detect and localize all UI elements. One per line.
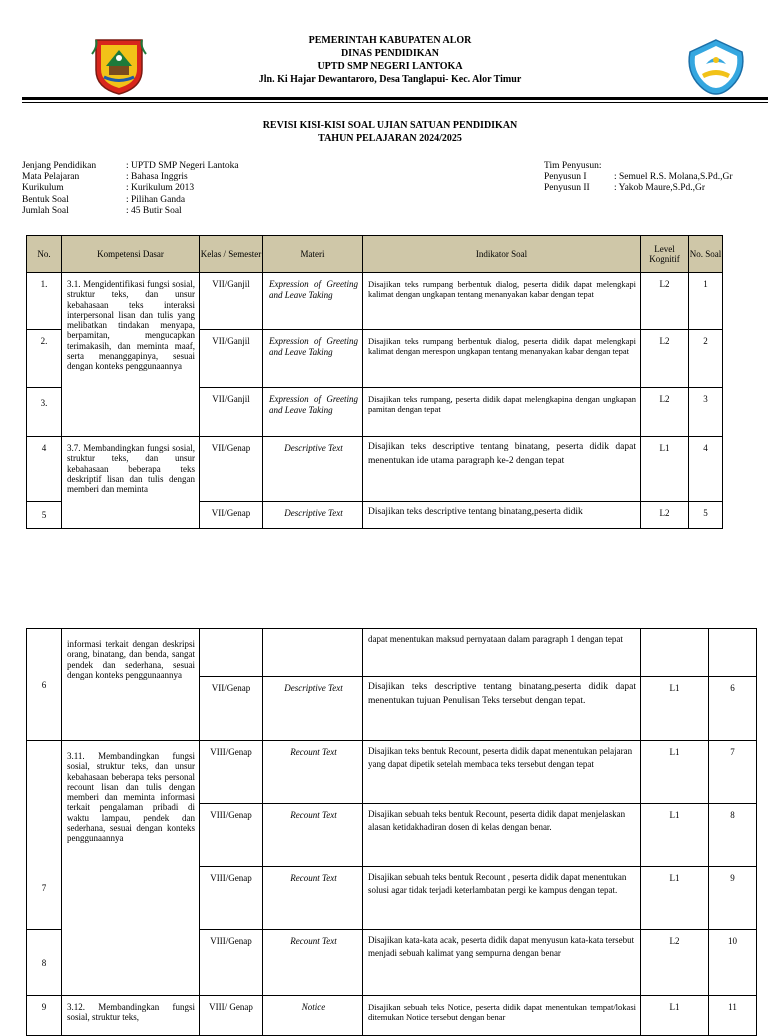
meta-row <box>22 161 239 172</box>
row-no: 9 <box>27 996 62 1036</box>
letterhead-rule-thin <box>22 102 768 103</box>
row-no-soal: 7 <box>709 741 757 804</box>
letterhead-line-1: PEMERINTAH KABUPATEN ALOR <box>308 35 472 46</box>
header-no: No. <box>27 236 62 273</box>
row-materi: Expression of Greeting and Leave Taking <box>263 330 363 388</box>
row-no-soal: 8 <box>709 804 757 867</box>
row-kelas: VIII/Genap <box>200 804 263 867</box>
table-row <box>27 273 723 330</box>
empty-cell <box>200 629 263 677</box>
meta-label: Bentuk Soal <box>22 194 69 205</box>
alor-regency-emblem-icon <box>88 36 150 96</box>
row-indikator: Disajikan teks rumpang, peserta didik dapat melengkapina dengan ungkapan pamitan dengan tepat <box>363 388 641 437</box>
row-materi: Descriptive Text <box>263 502 363 529</box>
row-materi: Recount Text <box>263 741 363 804</box>
row-kelas: VII/Genap <box>200 502 263 529</box>
row-no-soal: 11 <box>709 996 757 1036</box>
row-indikator: Disajikan teks descriptive tentang binatang, peserta didik dapat menentukan ide utama paragraph ke-2 dengan tepat <box>363 437 641 502</box>
table-row <box>27 996 757 1036</box>
row-level: L1 <box>641 677 709 741</box>
row-indikator: Disajikan sebuah teks bentuk Recount , peserta didik dapat menentukan solusi agar tidak terjadi keterlambatan pergi ke kampus dengan tepat. <box>363 867 641 930</box>
kisi-kisi-table-page-1 <box>26 235 723 529</box>
row-indikator: Disajikan teks descriptive tentang binatang,peserta didik dapat menentukan tujuan Penulisan Teks tersebut dengan tepat. <box>363 677 641 741</box>
header-kompetensi-dasar: Kompetensi Dasar <box>62 236 200 273</box>
tut-wuri-handayani-emblem-icon <box>684 38 748 96</box>
letterhead <box>170 34 610 86</box>
meta-value: : Pilihan Ganda <box>126 194 186 205</box>
meta-label: Jumlah Soal <box>22 205 69 216</box>
row-indikator: Disajikan sebuah teks bentuk Recount, peserta didik dapat menjelaskan alasan ketidakhadiran dosen di kelas dengan benar. <box>363 804 641 867</box>
author-value: : Yakob Maure,S.Pd.,Gr <box>614 183 706 194</box>
row-materi: Expression of Greeting and Leave Taking <box>263 273 363 330</box>
row-no-soal: 10 <box>709 930 757 996</box>
kompetensi-dasar-3-7: 3.7. Membandingkan fungsi sosial, struktur teks, dan unsur kebahasaan beberapa teks deskriptif lisan dan tulis dengan memberi dan meminta <box>62 437 200 529</box>
author-team <box>544 161 733 195</box>
meta-value: : UPTD SMP Negeri Lantoka <box>126 161 239 171</box>
row-level: L2 <box>641 388 689 437</box>
meta-row <box>22 172 239 183</box>
row-materi: Descriptive Text <box>263 437 363 502</box>
header-kelas-semester: Kelas / Semester <box>200 236 263 273</box>
row-level: L1 <box>641 867 709 930</box>
meta-value: : Kurikulum 2013 <box>126 183 195 194</box>
header-level-kognitif: Level Kognitif <box>641 236 689 273</box>
row-no-soal: 6 <box>709 677 757 741</box>
header-materi: Materi <box>263 236 363 273</box>
row-level: L1 <box>641 804 709 867</box>
row-no-soal: 1 <box>689 273 723 330</box>
row-level: L1 <box>641 437 689 502</box>
table-header-row <box>27 236 723 273</box>
row-no: 5 <box>27 502 62 529</box>
meta-label: Kurikulum <box>22 183 64 194</box>
row-level: L1 <box>641 741 709 804</box>
row-materi: Recount Text <box>263 804 363 867</box>
row-level: L1 <box>641 996 709 1036</box>
row-no-soal: 3 <box>689 388 723 437</box>
row-no: 6 <box>27 629 62 741</box>
row-kelas: VII/Genap <box>200 677 263 741</box>
row-level: L2 <box>641 330 689 388</box>
row-indikator: Disajikan teks descriptive tentang binatang,peserta didik <box>363 502 641 529</box>
row-level: L2 <box>641 930 709 996</box>
meta-value: : 45 Butir Soal <box>126 205 182 216</box>
row-kelas: VIII/ Genap <box>200 996 263 1036</box>
letterhead-address: Jln. Ki Hajar Dewantaroro, Desa Tanglapui- Kec. Alor Timur <box>258 74 522 85</box>
kompetensi-dasar-3-7-continued: informasi terkait dengan deskripsi orang, binatang, dan benda, sangat pendek dan sederhana, sesuai dengan konteks penggunaannya <box>62 629 200 741</box>
row-no: 3. <box>27 388 62 437</box>
document-meta <box>22 161 239 217</box>
row-materi: Notice <box>263 996 363 1036</box>
table-row <box>27 629 757 677</box>
row-materi: Expression of Greeting and Leave Taking <box>263 388 363 437</box>
row-no: 1. <box>27 273 62 330</box>
author-value: : Semuel R.S. Molana,S.Pd.,Gr <box>614 172 733 183</box>
row-kelas: VII/Ganjil <box>200 388 263 437</box>
row-kelas: VII/Genap <box>200 437 263 502</box>
letterhead-line-2: DINAS PENDIDIKAN <box>340 48 440 59</box>
header-no-soal: No. Soal <box>689 236 723 273</box>
kompetensi-dasar-3-1: 3.1. Mengidentifikasi fungsi sosial, struktur teks, dan unsur kebahasaan teks interaksi interpersonal lisan dan tulis yang melibatkan tindakan menyapa, berpamitan, mengucapkan terimakasih, dan meminta maaf, serta menanggapinya, sesuai dengan konteks penggunaannya <box>62 273 200 437</box>
row-level: L2 <box>641 273 689 330</box>
row-indikator: Disajikan kata-kata acak, peserta didik dapat menyusun kata-kata tersebut menjadi sebuah kalimat yang sempurna dengan benar <box>363 930 641 996</box>
empty-cell <box>641 629 709 677</box>
row-kelas: VIII/Genap <box>200 741 263 804</box>
meta-value: : Bahasa Inggris <box>126 172 188 183</box>
document-title <box>170 119 610 145</box>
document-title-line-2: TAHUN PELAJARAN 2024/2025 <box>318 133 462 144</box>
kompetensi-dasar-3-11: 3.11. Membandingkan fungsi sosial, struktur teks, dan unsur kebahasaan beberapa teks personal recount lisan dan tulis dengan memberi dan meminta informasi terkait pengalaman pribadi di waktu lampau, pendek dan sederhana, sesuai dengan konteks penggunaannya <box>62 741 200 996</box>
author-team-heading: Tim Penyusun: <box>544 161 602 171</box>
row-no: 2. <box>27 330 62 388</box>
row-indikator: Disajikan teks rumpang berbentuk dialog, peserta didik dapat melengkapi kalimat dengan ungkapan tentang menanyakan kabar dengan tepat <box>363 273 641 330</box>
document-title-line-1: REVISI KISI-KISI SOAL UJIAN SATUAN PENDIDIKAN <box>262 120 518 131</box>
row-indikator: Disajikan teks rumpang berbentuk dialog, peserta didik dapat melengkapi kalimat dengan merespon ungkapan tentang menanyakan kabar dengan tepat <box>363 330 641 388</box>
row-materi: Descriptive Text <box>263 677 363 741</box>
row-materi: Recount Text <box>263 930 363 996</box>
author-label: Penyusun II <box>544 183 590 194</box>
letterhead-line-3: UPTD SMP NEGERI LANTOKA <box>317 61 463 72</box>
row-no-soal: 2 <box>689 330 723 388</box>
row-kelas: VIII/Genap <box>200 930 263 996</box>
row-no-soal: 5 <box>689 502 723 529</box>
row-no-soal: 9 <box>709 867 757 930</box>
kisi-kisi-table-page-2 <box>26 628 757 1036</box>
row-no: 7 <box>27 741 62 930</box>
table-row <box>27 437 723 502</box>
row-no: 4 <box>27 437 62 502</box>
row-materi: Recount Text <box>263 867 363 930</box>
meta-row <box>22 195 239 206</box>
author-row <box>544 172 733 183</box>
author-label: Penyusun I <box>544 172 587 183</box>
row-indikator: dapat menentukan maksud pernyataan dalam paragraph 1 dengan tepat <box>363 629 641 677</box>
meta-row <box>22 183 239 194</box>
letterhead-rule-thick <box>22 97 768 100</box>
row-level: L2 <box>641 502 689 529</box>
row-kelas: VII/Ganjil <box>200 330 263 388</box>
row-kelas: VIII/Genap <box>200 867 263 930</box>
row-indikator: Disajikan teks bentuk Recount, peserta didik dapat menentukan pelajaran yang dapat dipetik setelah membaca teks tersebut dengan tepat <box>363 741 641 804</box>
kompetensi-dasar-3-12: 3.12. Membandingkan fungsi sosial, struktur teks, <box>62 996 200 1036</box>
row-no-soal: 4 <box>689 437 723 502</box>
row-no: 8 <box>27 930 62 996</box>
meta-label: Jenjang Pendidikan <box>22 161 97 171</box>
empty-cell <box>709 629 757 677</box>
empty-cell <box>263 629 363 677</box>
author-row <box>544 183 733 194</box>
row-indikator: Disajikan sebuah teks Notice, peserta didik dapat menentukan tempat/lokasi ditemukan Notice tersebut dengan benar <box>363 996 641 1036</box>
meta-label: Mata Pelajaran <box>22 172 80 183</box>
header-indikator-soal: Indikator Soal <box>363 236 641 273</box>
table-row <box>27 741 757 804</box>
row-kelas: VII/Ganjil <box>200 273 263 330</box>
meta-row <box>22 206 239 217</box>
